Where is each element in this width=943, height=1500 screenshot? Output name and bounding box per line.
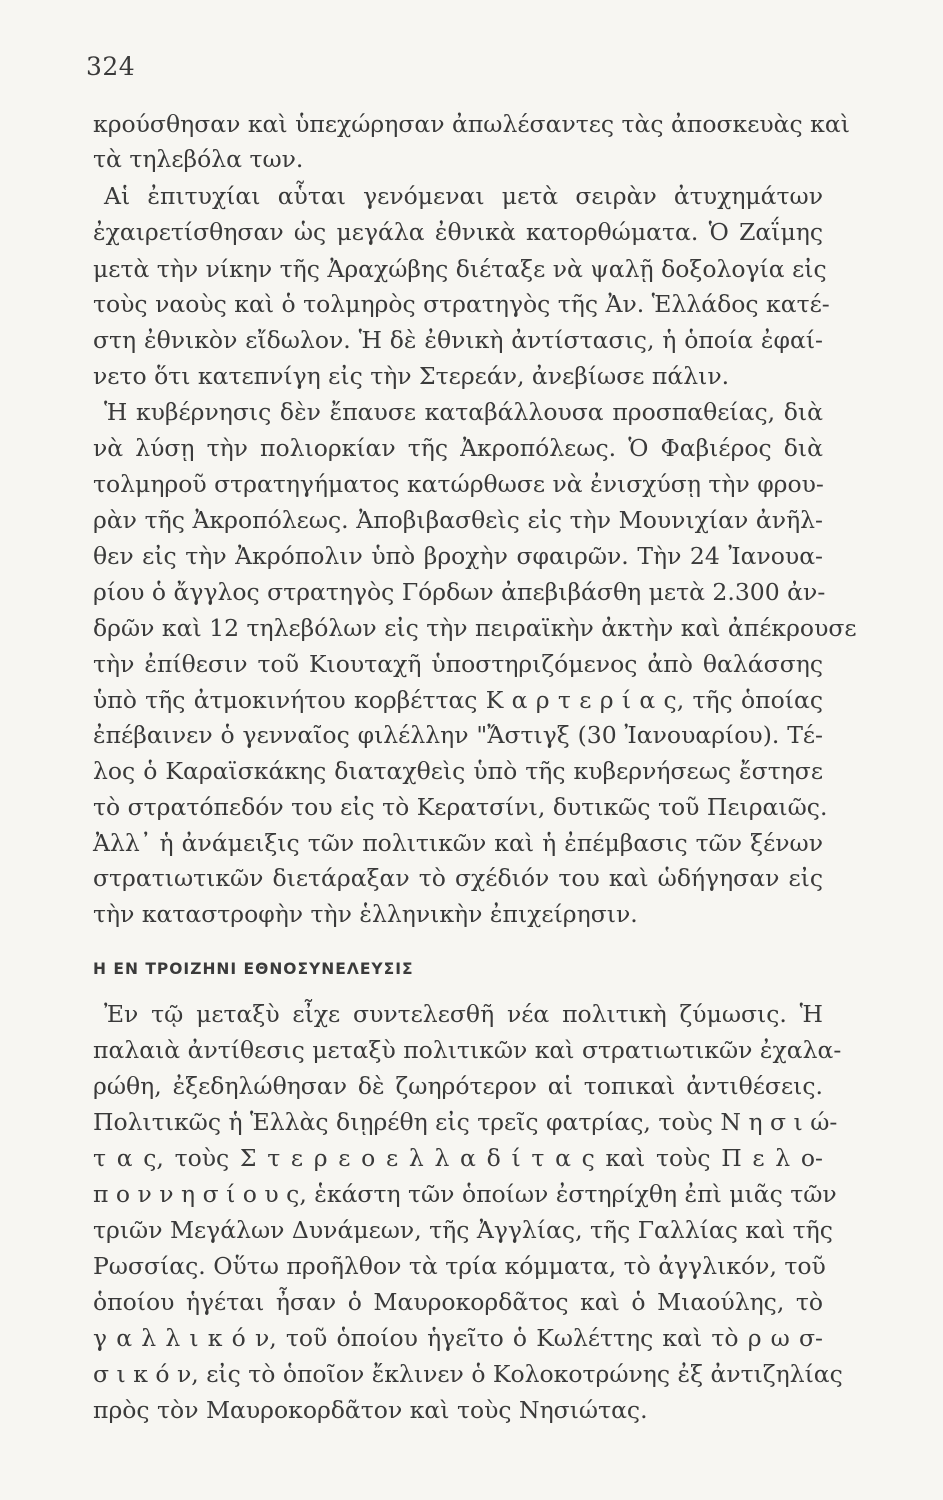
text-line: τὴν ἐπίθεσιν τοῦ Κιουταχῆ ὑποστηριζόμενος ἀπὸ θαλάσσης bbox=[93, 650, 823, 678]
text-line: κρούσθησαν καὶ ὑπεχώρησαν ἀπωλέσαντες τὰς ἀποσκευὰς καὶ bbox=[93, 110, 850, 138]
text-line: Πολιτικῶς ἡ Ἑλλὰς διῃρέθη εἰς τρεῖς φατρίας, τοὺς Ν η σ ι ώ- bbox=[93, 1108, 838, 1136]
text-line: γ α λ λ ι κ ό ν, τοῦ ὁποίου ἡγεῖτο ὁ Κωλέττης καὶ τὸ ρ ω σ- bbox=[93, 1324, 823, 1352]
text-line: ἐχαιρετίσθησαν ὡς μεγάλα ἐθνικὰ κατορθώματα. Ὁ Ζαΐμης bbox=[93, 218, 823, 246]
text-line: τ α ς, τοὺς Σ τ ε ρ ε ο ε λ λ α δ ί τ α ς καὶ τοὺς Π ε λ ο- bbox=[93, 1144, 823, 1172]
text-line: τολμηροῦ στρατηγήματος κατώρθωσε νὰ ἐνισχύσῃ τὴν φρου- bbox=[93, 470, 824, 498]
text-line: π ο ν ν η σ ί ο υ ς, ἑκάστη τῶν ὁποίων ἐστηρίχθη ἐπὶ μιᾶς τῶν bbox=[93, 1180, 837, 1208]
text-line: Ἀλλ᾿ ἡ ἀνάμειξις τῶν πολιτικῶν καὶ ἡ ἐπέμβασις τῶν ξένων bbox=[93, 829, 823, 857]
text-line: Ἐν τῷ μεταξὺ εἶχε συντελεσθῆ νέα πολιτικὴ ζύμωσις. Ἡ bbox=[104, 1000, 823, 1028]
text-line: Αἱ ἐπιτυχίαι αὗται γενόμεναι μετὰ σειρὰν ἀτυχημάτων bbox=[104, 182, 823, 210]
text-line: πρὸς τὸν Μαυροκορδᾶτον καὶ τοὺς Νησιώτας. bbox=[93, 1396, 648, 1424]
text-line: τοὺς ναοὺς καὶ ὁ τολμηρὸς στρατηγὸς τῆς Ἀν. Ἑλλάδος κατέ- bbox=[93, 290, 830, 318]
text-line: σ ι κ ό ν, εἰς τὸ ὁποῖον ἔκλινεν ὁ Κολοκοτρώνης ἐξ ἀντιζηλίας bbox=[93, 1360, 843, 1388]
text-line: ρίου ὁ ἄγγλος στρατηγὸς Γόρδων ἀπεβιβάσθη μετὰ 2.300 ἀν- bbox=[93, 578, 826, 606]
text-line: νετο ὅτι κατεπνίγη εἰς τὴν Στερεάν, ἀνεβίωσε πάλιν. bbox=[93, 362, 730, 390]
text-line: μετὰ τὴν νίκην τῆς Ἀραχώβης διέταξε νὰ ψαλῇ δοξολογία εἰς bbox=[93, 255, 827, 283]
text-line: ἐπέβαινεν ὁ γενναῖος φιλέλλην "Ἄστιγξ (30 Ἰανουαρίου). Τέ- bbox=[93, 721, 823, 749]
text-line: θεν εἰς τὴν Ἀκρόπολιν ὑπὸ βροχὴν σφαιρῶν. Τὴν 24 Ἰανουα- bbox=[93, 542, 823, 570]
text-line: στη ἐθνικὸν εἴδωλον. Ἡ δὲ ἐθνικὴ ἀντίστασις, ἡ ὁποία ἐφαί- bbox=[93, 326, 823, 354]
text-line: ὁποίου ἡγέται ἦσαν ὁ Μαυροκορδᾶτος καὶ ὁ Μιαούλης, τὸ bbox=[93, 1288, 823, 1316]
page-number: 324 bbox=[86, 52, 136, 81]
text-line: ρώθη, ἐξεδηλώθησαν δὲ ζωηρότερον αἱ τοπικαὶ ἀντιθέσεις. bbox=[93, 1072, 823, 1100]
text-line: νὰ λύσῃ τὴν πολιορκίαν τῆς Ἀκροπόλεως. Ὁ Φαβιέρος διὰ bbox=[93, 434, 823, 462]
text-line: Ἡ κυβέρνησις δὲν ἔπαυσε καταβάλλουσα προσπαθείας, διὰ bbox=[104, 398, 823, 426]
text-line: τὴν καταστροφὴν τὴν ἑλληνικὴν ἐπιχείρησιν. bbox=[93, 900, 638, 928]
text-line: τριῶν Μεγάλων Δυνάμεων, τῆς Ἀγγλίας, τῆς Γαλλίας καὶ τῆς bbox=[93, 1216, 833, 1244]
text-line: ὑπὸ τῆς ἀτμοκινήτου κορβέττας Κ α ρ τ ε ρ ί α ς, τῆς ὁποίας bbox=[93, 686, 823, 714]
text-line: δρῶν καὶ 12 τηλεβόλων εἰς τὴν πειραϊκὴν ἀκτὴν καὶ ἀπέκρουσε bbox=[93, 614, 857, 642]
section-heading: Η ΕΝ ΤΡΟΙΖΗΝΙ ΕΘΝΟΣΥΝΕΛΕΥΣΙΣ bbox=[93, 960, 414, 978]
text-line: λος ὁ Καραϊσκάκης διαταχθεὶς ὑπὸ τῆς κυβερνήσεως ἔστησε bbox=[93, 757, 823, 785]
text-line: τὰ τηλεβόλα των. bbox=[93, 145, 304, 173]
text-line: ρὰν τῆς Ἀκροπόλεως. Ἀποβιβασθεὶς εἰς τὴν Μουνιχίαν ἀνῆλ- bbox=[93, 506, 823, 534]
text-line: παλαιὰ ἀντίθεσις μεταξὺ πολιτικῶν καὶ στρατιωτικῶν ἐχαλα- bbox=[93, 1036, 842, 1064]
text-line: τὸ στρατόπεδόν του εἰς τὸ Κερατσίνι, δυτικῶς τοῦ Πειραιῶς. bbox=[93, 793, 828, 821]
text-line: Ρωσσίας. Οὕτω προῆλθον τὰ τρία κόμματα, τὸ ἀγγλικόν, τοῦ bbox=[93, 1252, 826, 1280]
text-line: στρατιωτικῶν διετάραξαν τὸ σχέδιόν του καὶ ὡδήγησαν εἰς bbox=[93, 864, 823, 892]
